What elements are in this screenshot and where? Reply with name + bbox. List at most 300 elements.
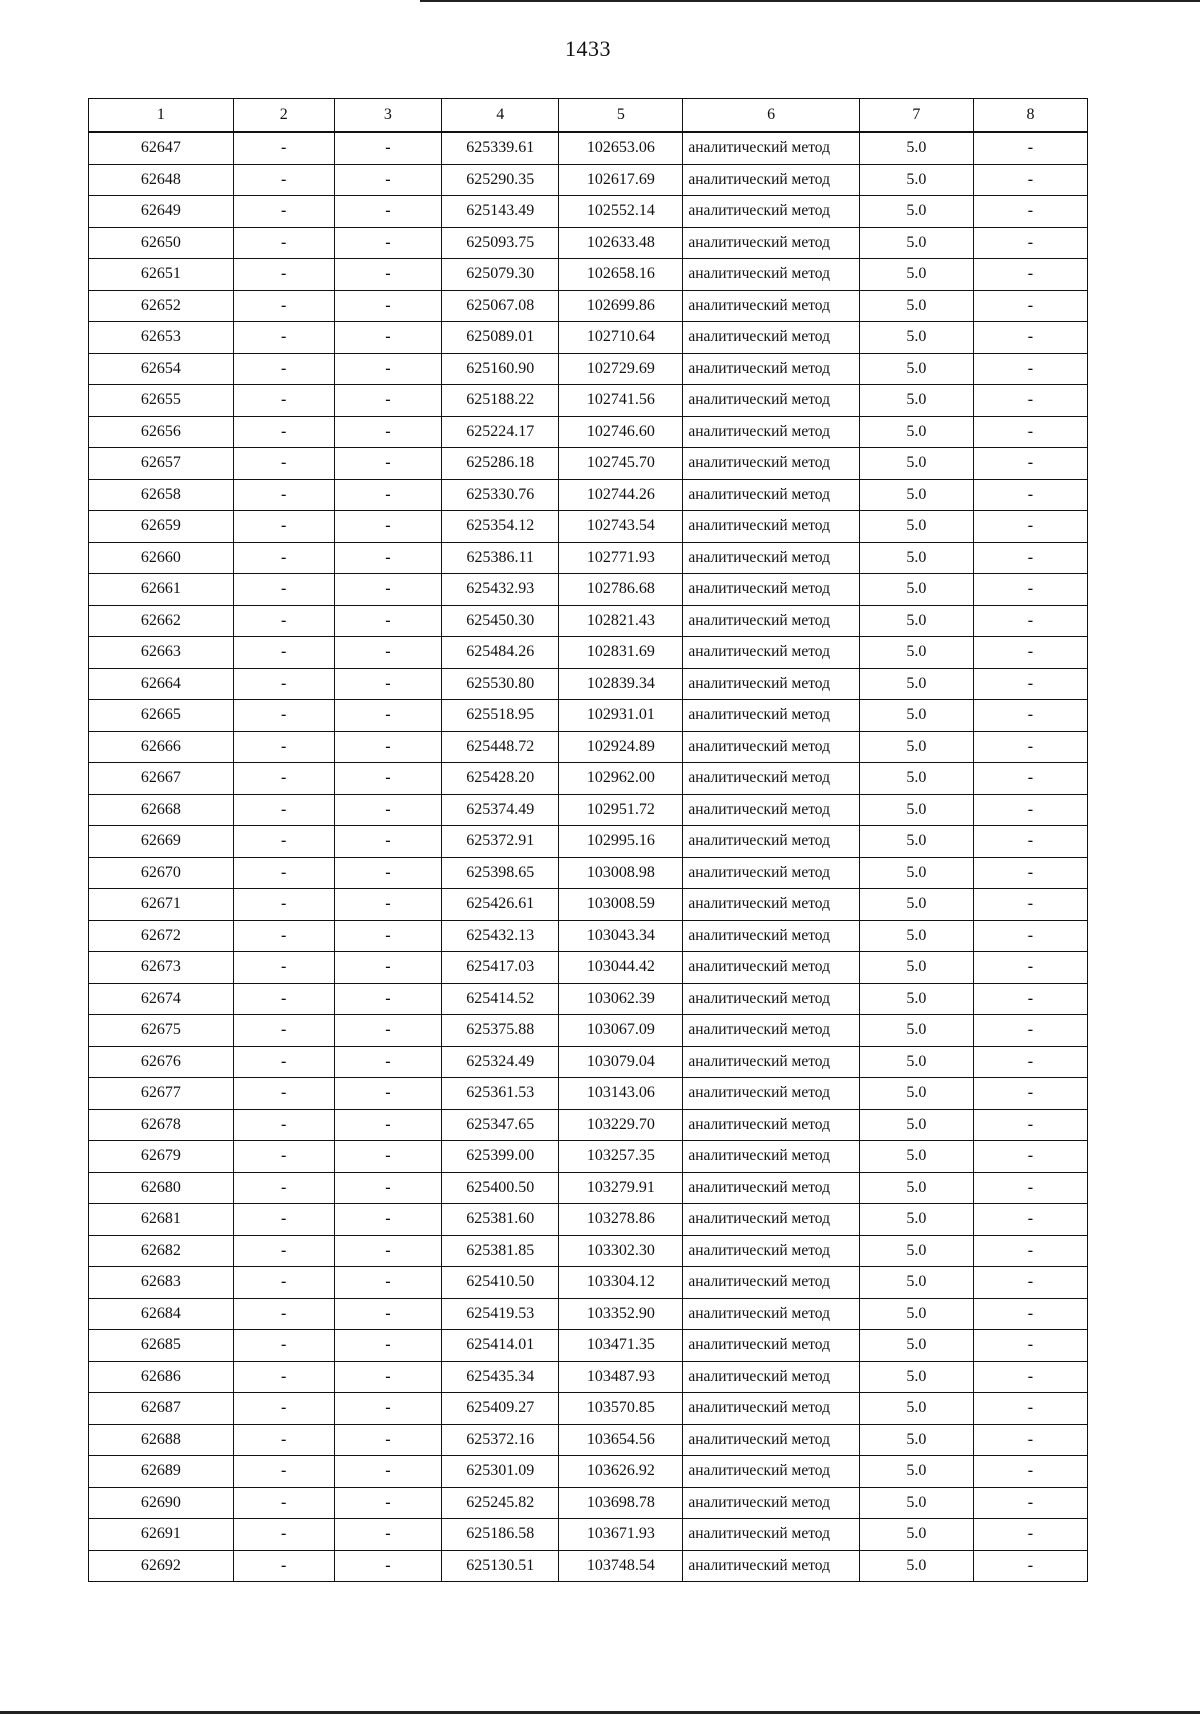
table-row xyxy=(89,983,1088,1015)
y-coordinate-cell: 103257.35 xyxy=(559,1141,683,1173)
method-cell: аналитический метод xyxy=(683,983,860,1015)
method-cell: аналитический метод xyxy=(683,322,860,354)
x-coordinate-cell: 625301.09 xyxy=(442,1456,559,1488)
x-coordinate-cell: 625432.13 xyxy=(442,920,559,952)
accuracy-cell: 5.0 xyxy=(859,1393,973,1425)
table-row xyxy=(89,857,1088,889)
x-coordinate-cell: 625347.65 xyxy=(442,1109,559,1141)
col3-cell: - xyxy=(334,1393,441,1425)
col8-cell: - xyxy=(973,290,1087,322)
x-coordinate-cell: 625067.08 xyxy=(442,290,559,322)
x-coordinate-cell: 625419.53 xyxy=(442,1298,559,1330)
col8-cell: - xyxy=(973,1267,1087,1299)
accuracy-cell: 5.0 xyxy=(859,1456,973,1488)
table-row xyxy=(89,637,1088,669)
accuracy-cell: 5.0 xyxy=(859,920,973,952)
col2-cell: - xyxy=(233,637,334,669)
col2-cell: - xyxy=(233,1424,334,1456)
accuracy-cell: 5.0 xyxy=(859,322,973,354)
col8-cell: - xyxy=(973,1424,1087,1456)
y-coordinate-cell: 103278.86 xyxy=(559,1204,683,1236)
col8-cell: - xyxy=(973,857,1087,889)
y-coordinate-cell: 103471.35 xyxy=(559,1330,683,1362)
accuracy-cell: 5.0 xyxy=(859,479,973,511)
x-coordinate-cell: 625426.61 xyxy=(442,889,559,921)
method-cell: аналитический метод xyxy=(683,259,860,291)
x-coordinate-cell: 625414.52 xyxy=(442,983,559,1015)
y-coordinate-cell: 102924.89 xyxy=(559,731,683,763)
col3-cell: - xyxy=(334,227,441,259)
row-number-cell: 62651 xyxy=(89,259,234,291)
x-coordinate-cell: 625330.76 xyxy=(442,479,559,511)
col3-cell: - xyxy=(334,1204,441,1236)
y-coordinate-cell: 103062.39 xyxy=(559,983,683,1015)
x-coordinate-cell: 625448.72 xyxy=(442,731,559,763)
col3-cell: - xyxy=(334,1172,441,1204)
column-header: 5 xyxy=(559,99,683,133)
col2-cell: - xyxy=(233,857,334,889)
x-coordinate-cell: 625450.30 xyxy=(442,605,559,637)
method-cell: аналитический метод xyxy=(683,1424,860,1456)
col8-cell: - xyxy=(973,1172,1087,1204)
col2-cell: - xyxy=(233,1204,334,1236)
col3-cell: - xyxy=(334,763,441,795)
col3-cell: - xyxy=(334,605,441,637)
col8-cell: - xyxy=(973,1456,1087,1488)
table-row xyxy=(89,763,1088,795)
table-row xyxy=(89,605,1088,637)
table-row xyxy=(89,1015,1088,1047)
table-row xyxy=(89,1550,1088,1582)
x-coordinate-cell: 625093.75 xyxy=(442,227,559,259)
col2-cell: - xyxy=(233,1456,334,1488)
table-row xyxy=(89,700,1088,732)
col3-cell: - xyxy=(334,889,441,921)
col8-cell: - xyxy=(973,1046,1087,1078)
row-number-cell: 62655 xyxy=(89,385,234,417)
method-cell: аналитический метод xyxy=(683,1298,860,1330)
method-cell: аналитический метод xyxy=(683,952,860,984)
y-coordinate-cell: 102821.43 xyxy=(559,605,683,637)
table-row xyxy=(89,322,1088,354)
y-coordinate-cell: 103748.54 xyxy=(559,1550,683,1582)
x-coordinate-cell: 625375.88 xyxy=(442,1015,559,1047)
x-coordinate-cell: 625428.20 xyxy=(442,763,559,795)
col2-cell: - xyxy=(233,290,334,322)
col3-cell: - xyxy=(334,259,441,291)
y-coordinate-cell: 103487.93 xyxy=(559,1361,683,1393)
table-row xyxy=(89,1330,1088,1362)
row-number-cell: 62665 xyxy=(89,700,234,732)
col3-cell: - xyxy=(334,1487,441,1519)
table-row xyxy=(89,1046,1088,1078)
col2-cell: - xyxy=(233,952,334,984)
method-cell: аналитический метод xyxy=(683,1235,860,1267)
row-number-cell: 62684 xyxy=(89,1298,234,1330)
col8-cell: - xyxy=(973,952,1087,984)
y-coordinate-cell: 103044.42 xyxy=(559,952,683,984)
col2-cell: - xyxy=(233,1078,334,1110)
accuracy-cell: 5.0 xyxy=(859,196,973,228)
col2-cell: - xyxy=(233,1141,334,1173)
accuracy-cell: 5.0 xyxy=(859,448,973,480)
column-header: 6 xyxy=(683,99,860,133)
method-cell: аналитический метод xyxy=(683,1487,860,1519)
accuracy-cell: 5.0 xyxy=(859,416,973,448)
col3-cell: - xyxy=(334,353,441,385)
y-coordinate-cell: 103671.93 xyxy=(559,1519,683,1551)
row-number-cell: 62667 xyxy=(89,763,234,795)
row-number-cell: 62658 xyxy=(89,479,234,511)
method-cell: аналитический метод xyxy=(683,1393,860,1425)
y-coordinate-cell: 103302.30 xyxy=(559,1235,683,1267)
y-coordinate-cell: 102658.16 xyxy=(559,259,683,291)
column-header: 4 xyxy=(442,99,559,133)
y-coordinate-cell: 102746.60 xyxy=(559,416,683,448)
col3-cell: - xyxy=(334,920,441,952)
y-coordinate-cell: 102931.01 xyxy=(559,700,683,732)
accuracy-cell: 5.0 xyxy=(859,605,973,637)
col8-cell: - xyxy=(973,385,1087,417)
method-cell: аналитический метод xyxy=(683,290,860,322)
table-row xyxy=(89,826,1088,858)
col3-cell: - xyxy=(334,983,441,1015)
col3-cell: - xyxy=(334,542,441,574)
table-row xyxy=(89,385,1088,417)
col2-cell: - xyxy=(233,542,334,574)
y-coordinate-cell: 103067.09 xyxy=(559,1015,683,1047)
accuracy-cell: 5.0 xyxy=(859,542,973,574)
col8-cell: - xyxy=(973,164,1087,196)
table-row xyxy=(89,196,1088,228)
table-row xyxy=(89,353,1088,385)
y-coordinate-cell: 102710.64 xyxy=(559,322,683,354)
col2-cell: - xyxy=(233,448,334,480)
col8-cell: - xyxy=(973,196,1087,228)
row-number-cell: 62660 xyxy=(89,542,234,574)
col8-cell: - xyxy=(973,574,1087,606)
col8-cell: - xyxy=(973,668,1087,700)
col3-cell: - xyxy=(334,700,441,732)
col3-cell: - xyxy=(334,574,441,606)
row-number-cell: 62649 xyxy=(89,196,234,228)
y-coordinate-cell: 102831.69 xyxy=(559,637,683,669)
row-number-cell: 62652 xyxy=(89,290,234,322)
row-number-cell: 62689 xyxy=(89,1456,234,1488)
row-number-cell: 62663 xyxy=(89,637,234,669)
y-coordinate-cell: 102633.48 xyxy=(559,227,683,259)
accuracy-cell: 5.0 xyxy=(859,889,973,921)
col8-cell: - xyxy=(973,763,1087,795)
x-coordinate-cell: 625245.82 xyxy=(442,1487,559,1519)
table-row xyxy=(89,794,1088,826)
method-cell: аналитический метод xyxy=(683,889,860,921)
y-coordinate-cell: 103626.92 xyxy=(559,1456,683,1488)
column-header: 7 xyxy=(859,99,973,133)
col2-cell: - xyxy=(233,826,334,858)
col2-cell: - xyxy=(233,1330,334,1362)
col2-cell: - xyxy=(233,763,334,795)
accuracy-cell: 5.0 xyxy=(859,353,973,385)
col8-cell: - xyxy=(973,826,1087,858)
accuracy-cell: 5.0 xyxy=(859,952,973,984)
row-number-cell: 62657 xyxy=(89,448,234,480)
table-row xyxy=(89,1393,1088,1425)
col2-cell: - xyxy=(233,259,334,291)
y-coordinate-cell: 103304.12 xyxy=(559,1267,683,1299)
accuracy-cell: 5.0 xyxy=(859,637,973,669)
col3-cell: - xyxy=(334,826,441,858)
method-cell: аналитический метод xyxy=(683,1330,860,1362)
col2-cell: - xyxy=(233,983,334,1015)
method-cell: аналитический метод xyxy=(683,1550,860,1582)
method-cell: аналитический метод xyxy=(683,731,860,763)
y-coordinate-cell: 103570.85 xyxy=(559,1393,683,1425)
col2-cell: - xyxy=(233,668,334,700)
accuracy-cell: 5.0 xyxy=(859,1109,973,1141)
row-number-cell: 62672 xyxy=(89,920,234,952)
table-row xyxy=(89,1172,1088,1204)
x-coordinate-cell: 625188.22 xyxy=(442,385,559,417)
accuracy-cell: 5.0 xyxy=(859,511,973,543)
x-coordinate-cell: 625381.85 xyxy=(442,1235,559,1267)
row-number-cell: 62692 xyxy=(89,1550,234,1582)
row-number-cell: 62650 xyxy=(89,227,234,259)
col2-cell: - xyxy=(233,1172,334,1204)
col8-cell: - xyxy=(973,416,1087,448)
y-coordinate-cell: 102744.26 xyxy=(559,479,683,511)
row-number-cell: 62653 xyxy=(89,322,234,354)
y-coordinate-cell: 103008.59 xyxy=(559,889,683,921)
row-number-cell: 62647 xyxy=(89,132,234,164)
x-coordinate-cell: 625361.53 xyxy=(442,1078,559,1110)
col8-cell: - xyxy=(973,542,1087,574)
row-number-cell: 62648 xyxy=(89,164,234,196)
x-coordinate-cell: 625409.27 xyxy=(442,1393,559,1425)
y-coordinate-cell: 102962.00 xyxy=(559,763,683,795)
row-number-cell: 62654 xyxy=(89,353,234,385)
table-row xyxy=(89,259,1088,291)
method-cell: аналитический метод xyxy=(683,794,860,826)
method-cell: аналитический метод xyxy=(683,637,860,669)
method-cell: аналитический метод xyxy=(683,511,860,543)
method-cell: аналитический метод xyxy=(683,1361,860,1393)
col3-cell: - xyxy=(334,1109,441,1141)
x-coordinate-cell: 625339.61 xyxy=(442,132,559,164)
accuracy-cell: 5.0 xyxy=(859,1424,973,1456)
method-cell: аналитический метод xyxy=(683,353,860,385)
x-coordinate-cell: 625186.58 xyxy=(442,1519,559,1551)
method-cell: аналитический метод xyxy=(683,479,860,511)
col8-cell: - xyxy=(973,448,1087,480)
col8-cell: - xyxy=(973,983,1087,1015)
accuracy-cell: 5.0 xyxy=(859,1235,973,1267)
col3-cell: - xyxy=(334,511,441,543)
table-row xyxy=(89,1235,1088,1267)
col3-cell: - xyxy=(334,731,441,763)
col8-cell: - xyxy=(973,1204,1087,1236)
y-coordinate-cell: 102786.68 xyxy=(559,574,683,606)
method-cell: аналитический метод xyxy=(683,196,860,228)
method-cell: аналитический метод xyxy=(683,385,860,417)
method-cell: аналитический метод xyxy=(683,763,860,795)
accuracy-cell: 5.0 xyxy=(859,164,973,196)
row-number-cell: 62686 xyxy=(89,1361,234,1393)
col2-cell: - xyxy=(233,416,334,448)
column-header: 2 xyxy=(233,99,334,133)
y-coordinate-cell: 103079.04 xyxy=(559,1046,683,1078)
table-row xyxy=(89,1361,1088,1393)
col8-cell: - xyxy=(973,1109,1087,1141)
col3-cell: - xyxy=(334,1078,441,1110)
col3-cell: - xyxy=(334,637,441,669)
row-number-cell: 62670 xyxy=(89,857,234,889)
y-coordinate-cell: 102617.69 xyxy=(559,164,683,196)
x-coordinate-cell: 625372.91 xyxy=(442,826,559,858)
col2-cell: - xyxy=(233,920,334,952)
method-cell: аналитический метод xyxy=(683,920,860,952)
table-row xyxy=(89,1487,1088,1519)
row-number-cell: 62671 xyxy=(89,889,234,921)
x-coordinate-cell: 625518.95 xyxy=(442,700,559,732)
accuracy-cell: 5.0 xyxy=(859,1078,973,1110)
accuracy-cell: 5.0 xyxy=(859,1550,973,1582)
row-number-cell: 62659 xyxy=(89,511,234,543)
col8-cell: - xyxy=(973,227,1087,259)
accuracy-cell: 5.0 xyxy=(859,259,973,291)
col2-cell: - xyxy=(233,1015,334,1047)
row-number-cell: 62678 xyxy=(89,1109,234,1141)
page-edge-bottom xyxy=(0,1711,1200,1714)
x-coordinate-cell: 625400.50 xyxy=(442,1172,559,1204)
row-number-cell: 62669 xyxy=(89,826,234,858)
table-row xyxy=(89,1141,1088,1173)
table-row xyxy=(89,227,1088,259)
column-header: 3 xyxy=(334,99,441,133)
table-row xyxy=(89,1424,1088,1456)
col8-cell: - xyxy=(973,1141,1087,1173)
method-cell: аналитический метод xyxy=(683,700,860,732)
row-number-cell: 62681 xyxy=(89,1204,234,1236)
column-header: 8 xyxy=(973,99,1087,133)
method-cell: аналитический метод xyxy=(683,1204,860,1236)
col3-cell: - xyxy=(334,857,441,889)
y-coordinate-cell: 103654.56 xyxy=(559,1424,683,1456)
col3-cell: - xyxy=(334,1519,441,1551)
col2-cell: - xyxy=(233,700,334,732)
col3-cell: - xyxy=(334,1550,441,1582)
table-row xyxy=(89,668,1088,700)
coordinates-table xyxy=(88,98,1088,1582)
accuracy-cell: 5.0 xyxy=(859,290,973,322)
col2-cell: - xyxy=(233,479,334,511)
row-number-cell: 62683 xyxy=(89,1267,234,1299)
col8-cell: - xyxy=(973,605,1087,637)
col8-cell: - xyxy=(973,1550,1087,1582)
row-number-cell: 62661 xyxy=(89,574,234,606)
col8-cell: - xyxy=(973,1235,1087,1267)
row-number-cell: 62664 xyxy=(89,668,234,700)
y-coordinate-cell: 102653.06 xyxy=(559,132,683,164)
table-row xyxy=(89,132,1088,164)
col8-cell: - xyxy=(973,1393,1087,1425)
table-row xyxy=(89,479,1088,511)
col3-cell: - xyxy=(334,1456,441,1488)
x-coordinate-cell: 625372.16 xyxy=(442,1424,559,1456)
col3-cell: - xyxy=(334,1361,441,1393)
y-coordinate-cell: 102743.54 xyxy=(559,511,683,543)
x-coordinate-cell: 625160.90 xyxy=(442,353,559,385)
column-header: 1 xyxy=(89,99,234,133)
accuracy-cell: 5.0 xyxy=(859,668,973,700)
col8-cell: - xyxy=(973,1519,1087,1551)
col3-cell: - xyxy=(334,1015,441,1047)
table-row xyxy=(89,1078,1088,1110)
method-cell: аналитический метод xyxy=(683,668,860,700)
x-coordinate-cell: 625432.93 xyxy=(442,574,559,606)
col2-cell: - xyxy=(233,1393,334,1425)
accuracy-cell: 5.0 xyxy=(859,1046,973,1078)
row-number-cell: 62685 xyxy=(89,1330,234,1362)
method-cell: аналитический метод xyxy=(683,1109,860,1141)
col3-cell: - xyxy=(334,322,441,354)
row-number-cell: 62677 xyxy=(89,1078,234,1110)
col3-cell: - xyxy=(334,1141,441,1173)
x-coordinate-cell: 625386.11 xyxy=(442,542,559,574)
col8-cell: - xyxy=(973,889,1087,921)
col3-cell: - xyxy=(334,196,441,228)
table-row xyxy=(89,889,1088,921)
col8-cell: - xyxy=(973,920,1087,952)
y-coordinate-cell: 103043.34 xyxy=(559,920,683,952)
col2-cell: - xyxy=(233,511,334,543)
col2-cell: - xyxy=(233,227,334,259)
y-coordinate-cell: 103229.70 xyxy=(559,1109,683,1141)
x-coordinate-cell: 625399.00 xyxy=(442,1141,559,1173)
x-coordinate-cell: 625410.50 xyxy=(442,1267,559,1299)
col2-cell: - xyxy=(233,164,334,196)
x-coordinate-cell: 625374.49 xyxy=(442,794,559,826)
col8-cell: - xyxy=(973,511,1087,543)
table-row xyxy=(89,542,1088,574)
row-number-cell: 62668 xyxy=(89,794,234,826)
col2-cell: - xyxy=(233,1519,334,1551)
row-number-cell: 62688 xyxy=(89,1424,234,1456)
x-coordinate-cell: 625414.01 xyxy=(442,1330,559,1362)
col3-cell: - xyxy=(334,290,441,322)
col3-cell: - xyxy=(334,385,441,417)
table-row xyxy=(89,416,1088,448)
method-cell: аналитический метод xyxy=(683,1015,860,1047)
y-coordinate-cell: 103352.90 xyxy=(559,1298,683,1330)
method-cell: аналитический метод xyxy=(683,574,860,606)
y-coordinate-cell: 102995.16 xyxy=(559,826,683,858)
method-cell: аналитический метод xyxy=(683,1172,860,1204)
row-number-cell: 62682 xyxy=(89,1235,234,1267)
col2-cell: - xyxy=(233,322,334,354)
col2-cell: - xyxy=(233,132,334,164)
col3-cell: - xyxy=(334,479,441,511)
y-coordinate-cell: 102771.93 xyxy=(559,542,683,574)
col3-cell: - xyxy=(334,1298,441,1330)
accuracy-cell: 5.0 xyxy=(859,794,973,826)
col2-cell: - xyxy=(233,353,334,385)
col2-cell: - xyxy=(233,1235,334,1267)
col8-cell: - xyxy=(973,259,1087,291)
accuracy-cell: 5.0 xyxy=(859,1204,973,1236)
col2-cell: - xyxy=(233,1267,334,1299)
y-coordinate-cell: 102741.56 xyxy=(559,385,683,417)
